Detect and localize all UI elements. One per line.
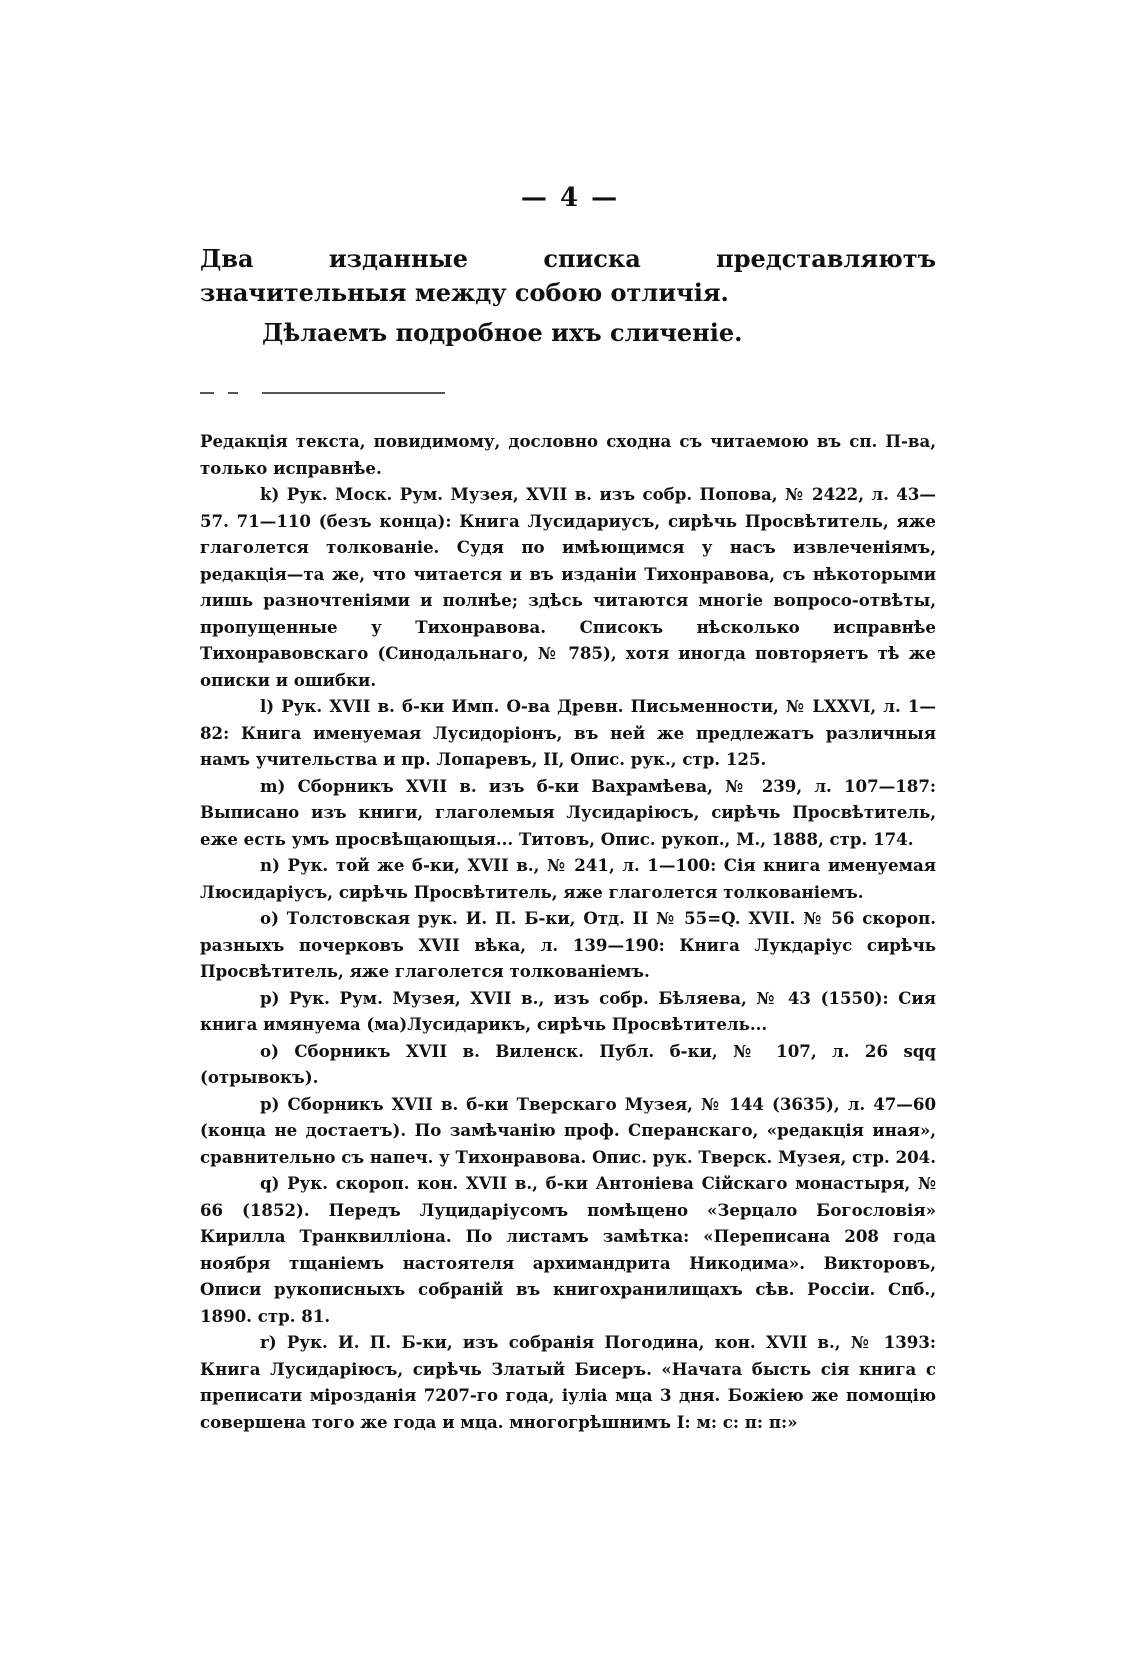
manuscript-entry-k: k) Рук. Моск. Рум. Музея, XVII в. изъ собр. Попова, № 2422, л. 43—57. 71—110 (безъ конца): Книга Лусидариусъ, сирѣчь Просвѣтитель, яже глаголется толкованіе. Судя по имѣющимся у насъ извлеченіямъ, редакція—та же, что читается и въ изданіи Тихонравова, съ нѣкоторыми лишь разночтеніями и полнѣе; здѣсь читаются многіе вопросо-отвѣты, пропущенные у Тихонравова. Списокъ нѣсколько исправнѣе Тихонравовскаго (Синодальнаго, № 785), хотя иногда повторяетъ тѣ же описки и ошибки.: [200, 484, 936, 690]
manuscript-entry-m: m) Сборникъ XVII в. изъ б-ки Вахрамѣева, № 239, л. 107—187: Выписано изъ книги, глаголемыя Лусидаріюсъ, сирѣчь Просвѣтитель, еже есть умъ просвѣщающыя... Титовъ, Опис. рукоп., М., 1888, стр. 174.: [200, 775, 936, 849]
intro-text: [200, 242, 936, 350]
separator-line: [262, 392, 445, 394]
manuscript-entry-p: p) Рук. Рум. Музея, XVII в., изъ собр. Бѣляева, № 43 (1550): Сия книга имянуема (ма)Лусидарикъ, сирѣчь Просвѣтитель...: [200, 987, 936, 1034]
manuscript-entry-o2: o) Сборникъ XVII в. Виленск. Публ. б-ки, № 107, л. 26 sqq (отрывокъ).: [200, 1040, 936, 1087]
manuscript-entry-o: o) Толстовская рук. И. П. Б-ки, Отд. II № 55=Q. XVII. № 56 скороп. разныхъ почерковъ XVII вѣка, л. 139—190: Книга Лукдаріус сирѣчь Просвѣтитель, яже глаголется толкованіемъ.: [200, 908, 936, 981]
notes-section: [200, 428, 936, 1435]
manuscript-entry-n: n) Рук. той же б-ки, XVII в., № 241, л. 1—100: Сія книга именуемая Люсидаріусъ, сирѣчь Просвѣтитель, яже глаголется толкованіемъ.: [200, 855, 936, 902]
footnote-separator: [200, 392, 445, 394]
page-number: — 4 —: [520, 183, 620, 213]
separator-dash: [228, 392, 238, 394]
intro-paragraph-1: Два изданные списка представляютъ значительныя между собою отличія.: [200, 244, 936, 307]
manuscript-entry-q: q) Рук. скороп. кон. XVII в., б-ки Антоніева Сійскаго монастыря, № 66 (1852). Передъ Луцидаріусомъ помѣщено «Зерцало Богословія» Кирилла Транквилліона. По листамъ замѣтка: «Переписана 208 года ноября тщаніемъ настоятеля архимандрита Никодима». Викторовъ, Описи рукописныхъ собраній въ книгохранилищахъ сѣв. Россіи. Спб., 1890. стр. 81.: [200, 1173, 936, 1326]
manuscript-entry-r: r) Рук. И. П. Б-ки, изъ собранія Погодина, кон. XVII в., № 1393: Книга Лусидаріюсъ, сирѣчь Златый Бисеръ. «Начата бысть сія книга с преписати мірозданія 7207-го года, іуліа мца 3 дня. Божіею же помощію совершена того же года и мца. многогрѣшнимъ І: м: с: п: п:»: [200, 1332, 936, 1432]
intro-paragraph-2: Дѣлаемъ подробное ихъ сличеніе.: [262, 318, 743, 347]
separator-dash: [200, 392, 214, 394]
note-paragraph: Редакція текста, повидимому, дословно сходна съ читаемою въ сп. П-ва, только исправнѣе.: [200, 431, 936, 478]
manuscript-entry-l: l) Рук. XVII в. б-ки Имп. О-ва Древн. Письменности, № LXXVI, л. 1—82: Книга именуемая Лусидоріонъ, въ ней же предлежатъ различныя намъ учительства и пр. Лопаревъ, II, Опис. рук., стр. 125.: [200, 696, 936, 769]
manuscript-entry-p2: p) Сборникъ XVII в. б-ки Тверскаго Музея, № 144 (3635), л. 47—60 (конца не достаетъ). По замѣчанію проф. Сперанскаго, «редакція иная», сравнительно съ напеч. у Тихонравова. Опис. рук. Тверск. Музея, стр. 204.: [200, 1093, 937, 1167]
